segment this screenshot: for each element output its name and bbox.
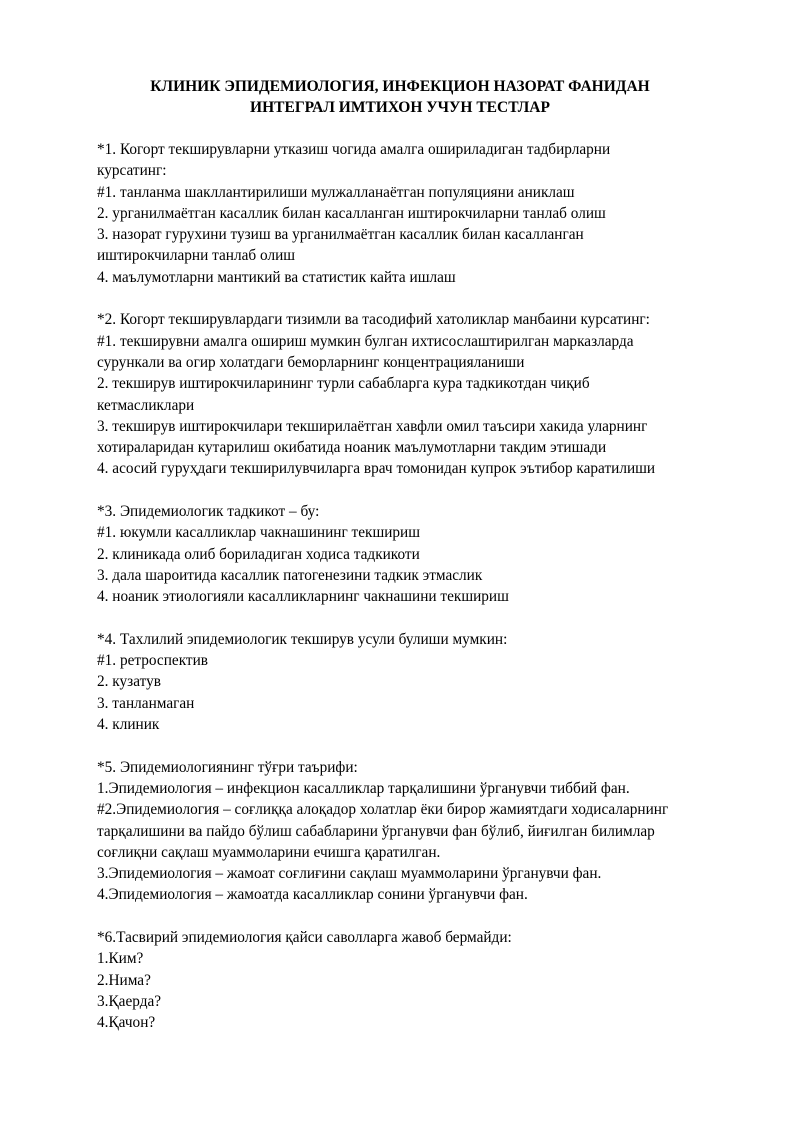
answer-option: 2. кузатув xyxy=(97,673,161,691)
answer-option: #2.Эпидемиология – соғлиққа алоқадор холатлар ёки бирор жамиятдаги ходисаларнинг xyxy=(97,801,669,819)
question-text: *3. Эпидемиологик тадкикот – бу: xyxy=(97,503,320,521)
question-spacer xyxy=(97,906,737,927)
answer-option: 2. урганилмаётган касаллик билан касалланган иштирокчиларни танлаб олиш xyxy=(97,204,606,222)
answer-option: соғлиқни сақлаш муаммоларини ечишга қаратилган. xyxy=(97,843,441,861)
answer-option: 4. клиник xyxy=(97,716,160,734)
question-spacer xyxy=(97,288,737,309)
answer-option: 3. дала шароитида касаллик патогенезини тадкик этмаслик xyxy=(97,566,483,584)
question-block xyxy=(97,139,737,288)
question-text: *2. Когорт текширувлардаги тизимли ва тасодифий хатоликлар манбаини курсатинг: xyxy=(97,311,650,329)
question-block xyxy=(97,927,737,1033)
answer-option: 3. танланмаган xyxy=(97,694,195,712)
question-block xyxy=(97,629,737,735)
question-block xyxy=(97,309,737,479)
test-questions xyxy=(97,139,737,1033)
answer-option: 1.Ким? xyxy=(97,950,144,968)
question-text: курсатинг: xyxy=(97,162,167,180)
answer-option: #1. юкумли касалликлар чакнашининг текшириш xyxy=(97,524,421,542)
question-spacer xyxy=(97,608,737,629)
answer-option: иштирокчиларни танлаб олиш xyxy=(97,247,296,265)
answer-option: 4. ноаник этиологияли касалликларнинг чакнашини текшириш xyxy=(97,588,509,606)
answer-option: #1. танланма шакллантирилиши мулжалланаётган популяцияни аниклаш xyxy=(97,183,575,201)
answer-option: 4.Қачон? xyxy=(97,1014,156,1032)
answer-option: 4.Эпидемиология – жамоатда касалликлар сонини ўрганувчи фан. xyxy=(97,886,528,904)
answer-option: тарқалишини ва пайдо бўлиш сабабларини ўрганувчи фан бўлиб, йиғилган билимлар xyxy=(97,822,655,840)
question-spacer xyxy=(97,480,737,501)
answer-option: 4. асосий гуруҳдаги текширилувчиларга врач томонидан купрок эътибор каратилиши xyxy=(97,460,656,478)
question-spacer xyxy=(97,735,737,756)
answer-option: 3. назорат гурухини тузиш ва урганилмаётган касаллик билан касалланган xyxy=(97,226,584,244)
answer-option: 3.Қаерда? xyxy=(97,992,162,1010)
document-title-line-2: ИНТЕГРАЛ ИМТИХОН УЧУН ТЕСТЛАР xyxy=(250,99,550,116)
answer-option: хотираларидан кутарилиш окибатида ноаник маълумотларни такдим этишади xyxy=(97,439,607,457)
document-title-line-1: КЛИНИК ЭПИДЕМИОЛОГИЯ, ИНФЕКЦИОН НАЗОРАТ ФАНИДАН xyxy=(150,78,650,95)
question-text: *1. Когорт текширувларни утказиш чогида амалга ошириладиган тадбирларни xyxy=(97,141,611,158)
answer-option: 3. текширув иштирокчилари текширилаётган хавфли омил таъсири хакида уларнинг xyxy=(97,417,648,435)
question-text: *5. Эпидемиологиянинг тўғри таърифи: xyxy=(97,758,358,776)
answer-option: 4. маълумотларни мантикий ва статистик кайта ишлаш xyxy=(97,268,456,286)
answer-option: 1.Эпидемиология – инфекцион касалликлар тарқалишини ўрганувчи тиббий фан. xyxy=(97,779,630,797)
answer-option: 2. текширув иштирокчиларининг турли сабабларга кура тадкикотдан чиқиб xyxy=(97,375,590,393)
question-block xyxy=(97,501,737,607)
answer-option: кетмасликлари xyxy=(97,396,195,414)
question-text: *4. Тахлилий эпидемиологик текширув усули булиши мумкин: xyxy=(97,630,508,648)
answer-option: сурункали ва огир холатдаги беморларнинг концентрацияланиши xyxy=(97,353,525,371)
question-text: *6.Тасвирий эпидемиология қайси саволларга жавоб бермайди: xyxy=(97,928,512,946)
answer-option: #1. ретроспектив xyxy=(97,652,209,670)
answer-option: 2.Нима? xyxy=(97,971,151,989)
answer-option: 2. клиникада олиб бориладиган ходиса тадкикоти xyxy=(97,545,420,563)
answer-option: 3.Эпидемиология – жамоат соғлиғини сақлаш муаммоларини ўрганувчи фан. xyxy=(97,865,602,883)
question-block xyxy=(97,757,737,906)
answer-option: #1. текширувни амалга ошириш мумкин булган ихтисослаштирилган марказларда xyxy=(97,332,634,350)
